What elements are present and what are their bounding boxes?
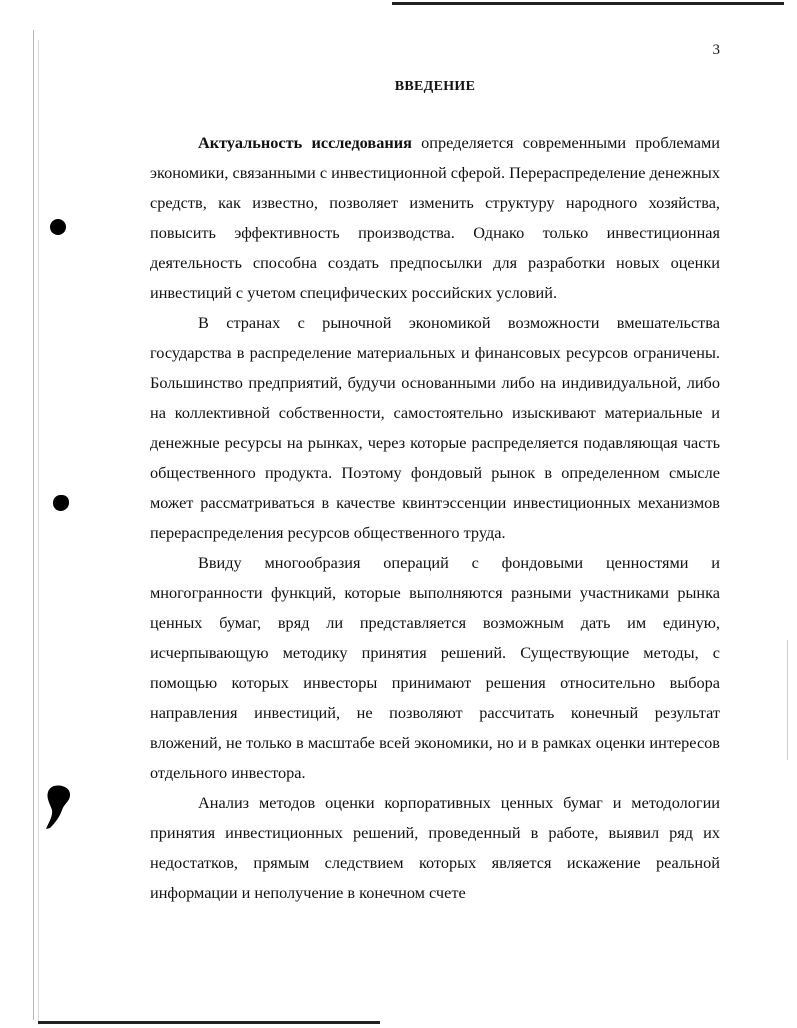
scan-edge-left-inner [38, 40, 39, 1025]
paragraph-3 [150, 548, 720, 788]
scan-edge-right [787, 640, 788, 760]
page-number: 3 [712, 42, 720, 58]
scan-edge-bottom [38, 1021, 380, 1024]
punch-hole-middle [53, 495, 69, 511]
punch-hole-top [50, 219, 66, 235]
paragraph-text: Анализ методов оценки корпоративных ценных бумаг и методологии принятия инвестиционных решений, проведенный в работе, выявил ряд их недостатков, прямым следствием которых является искажение реальной информации и неполучение в конечном счете [150, 793, 720, 902]
punch-hole-bottom [44, 784, 74, 830]
scan-edge-top [392, 2, 784, 5]
section-heading: ВВЕДЕНИЕ [394, 79, 476, 94]
paragraph-text: определяется современными проблемами экономики, связанными с инвестиционной сферой. Перераспределение денежных средств, как известно, позволяет изменить структуру народного хозяйства, повысить эффективность производства. Однако только инвестиционная деятельность способна создать предпосылки для разработки новых оценки инвестиций с учетом специфических российских условий. [150, 133, 720, 302]
paragraph-text: Ввиду многообразия операций с фондовыми ценностями и многогранности функций, которые выполняются разными участниками рынка ценных бумаг, вряд ли представляется возможным дать им единую, исчерпывающую методику принятия решений. Существующие методы, с помощью которых инвесторы принимают решения относительно выбора направления инвестиций, не позволяют рассчитать конечный результат вложений, не только в масштабе всей экономики, но и в рамках оценки интересов отдельного инвестора. [150, 553, 720, 782]
paragraph-lead: Актуальность исследования [198, 133, 412, 152]
body-text [150, 128, 720, 908]
paragraph-1 [150, 128, 720, 308]
paragraph-2 [150, 308, 720, 548]
paragraph-4 [150, 788, 720, 908]
scan-edge-left [33, 30, 34, 1020]
paragraph-text: В странах с рыночной экономикой возможности вмешательства государства в распределение материальных и финансовых ресурсов ограничены. Большинство предприятий, будучи основанными либо на индивидуальной, либо на коллективной собственности, самостоятельно изыскивают материальные и денежные ресурсы на рынках, через которые распределяется подавляющая часть общественного продукта. Поэтому фондовый рынок в определенном смысле может рассматриваться в качестве квинтэссенции инвестиционных механизмов перераспределения ресурсов общественного труда. [150, 313, 720, 542]
